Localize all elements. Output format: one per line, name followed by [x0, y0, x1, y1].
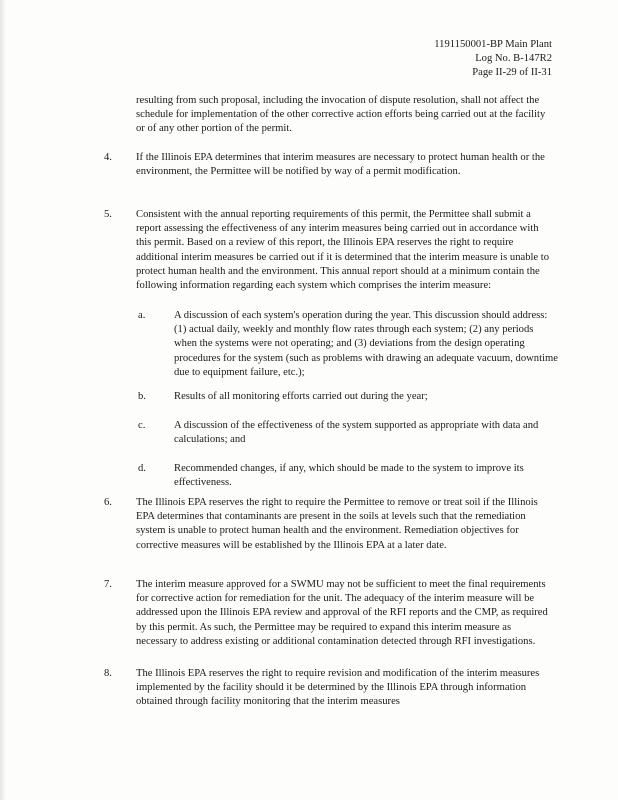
item-text: Consistent with the annual reporting requirements of this permit, the Permittee shall submit a report assessing the effectiveness of any interim measures being carried out in accordance with this permit. Based on a review of this report, the Illinois EPA reserves the right to require additional interim measures be carried out if it is determined that the interim measure is unable to protect human health and the environment. This annual report should at a minimum contain the following information regarding each system which comprises the interim measure: [136, 209, 550, 292]
subitem-text: Results of all monitoring efforts carried out during the year; [174, 391, 428, 402]
subitem-letter: d. [138, 463, 146, 474]
scan-edge-shadow [0, 0, 6, 800]
continuation-paragraph: resulting from such proposal, including the invocation of dispute resolution, shall not affect the schedule for implementation of the other corrective action efforts being carried out at the facility or of any other portion of the permit. [136, 95, 546, 135]
item-number: 8. [104, 668, 112, 679]
item-number: 6. [104, 497, 112, 508]
page-header [434, 38, 552, 80]
subitem-letter: c. [138, 420, 146, 431]
subitem-text: A discussion of each system's operation during the year. This discussion should address: (1) actual daily, weekly and monthly flow rates through each system; (2) any periods when the systems were not operating; and (3) deviations from the design operating procedures for the system (such as problems with drawing an adequate vacuum, downtime due to equipment failure, etc.); [174, 310, 558, 378]
item-number: 7. [104, 579, 112, 590]
item-text: The Illinois EPA reserves the right to require revision and modification of the interim measures implemented by the facility should it be determined by the Illinois EPA through information obtained through facility monitoring that the interim measures [136, 668, 540, 708]
subitem-letter: b. [138, 391, 146, 402]
log-number: Log No. B-147R2 [475, 53, 552, 64]
subitem-text: Recommended changes, if any, which should be made to the system to improve its effectiveness. [174, 463, 524, 489]
item-number: 5. [104, 209, 112, 220]
subitem-letter: a. [138, 310, 146, 321]
item-text: If the Illinois EPA determines that interim measures are necessary to protect human health or the environment, the Permittee will be notified by way of a permit modification. [136, 152, 545, 178]
permit-number: 1191150001-BP Main Plant [434, 39, 552, 50]
item-number: 4. [104, 152, 112, 163]
item-text: The Illinois EPA reserves the right to require the Permittee to remove or treat soil if the Illinois EPA determines that contaminants are present in the soils at levels such that the remediation system is unable to protect human health and the environment. Remediation objectives for corrective measures will be established by the Illinois EPA at a later date. [136, 497, 538, 551]
item-text: The interim measure approved for a SWMU may not be sufficient to meet the final requirements for corrective action for remediation for the unit. The adequacy of the interim measure will be addressed upon the Illinois EPA review and approval of the RFI reports and the CMP, as required by this permit. As such, the Permittee may be required to expand this interim measure as necessary to address existing or additional contamination detected through RFI investigations. [136, 579, 548, 647]
subitem-text: A discussion of the effectiveness of the system supported as appropriate with data and calculations; and [174, 420, 539, 446]
page-number: Page II-29 of II-31 [472, 67, 552, 78]
